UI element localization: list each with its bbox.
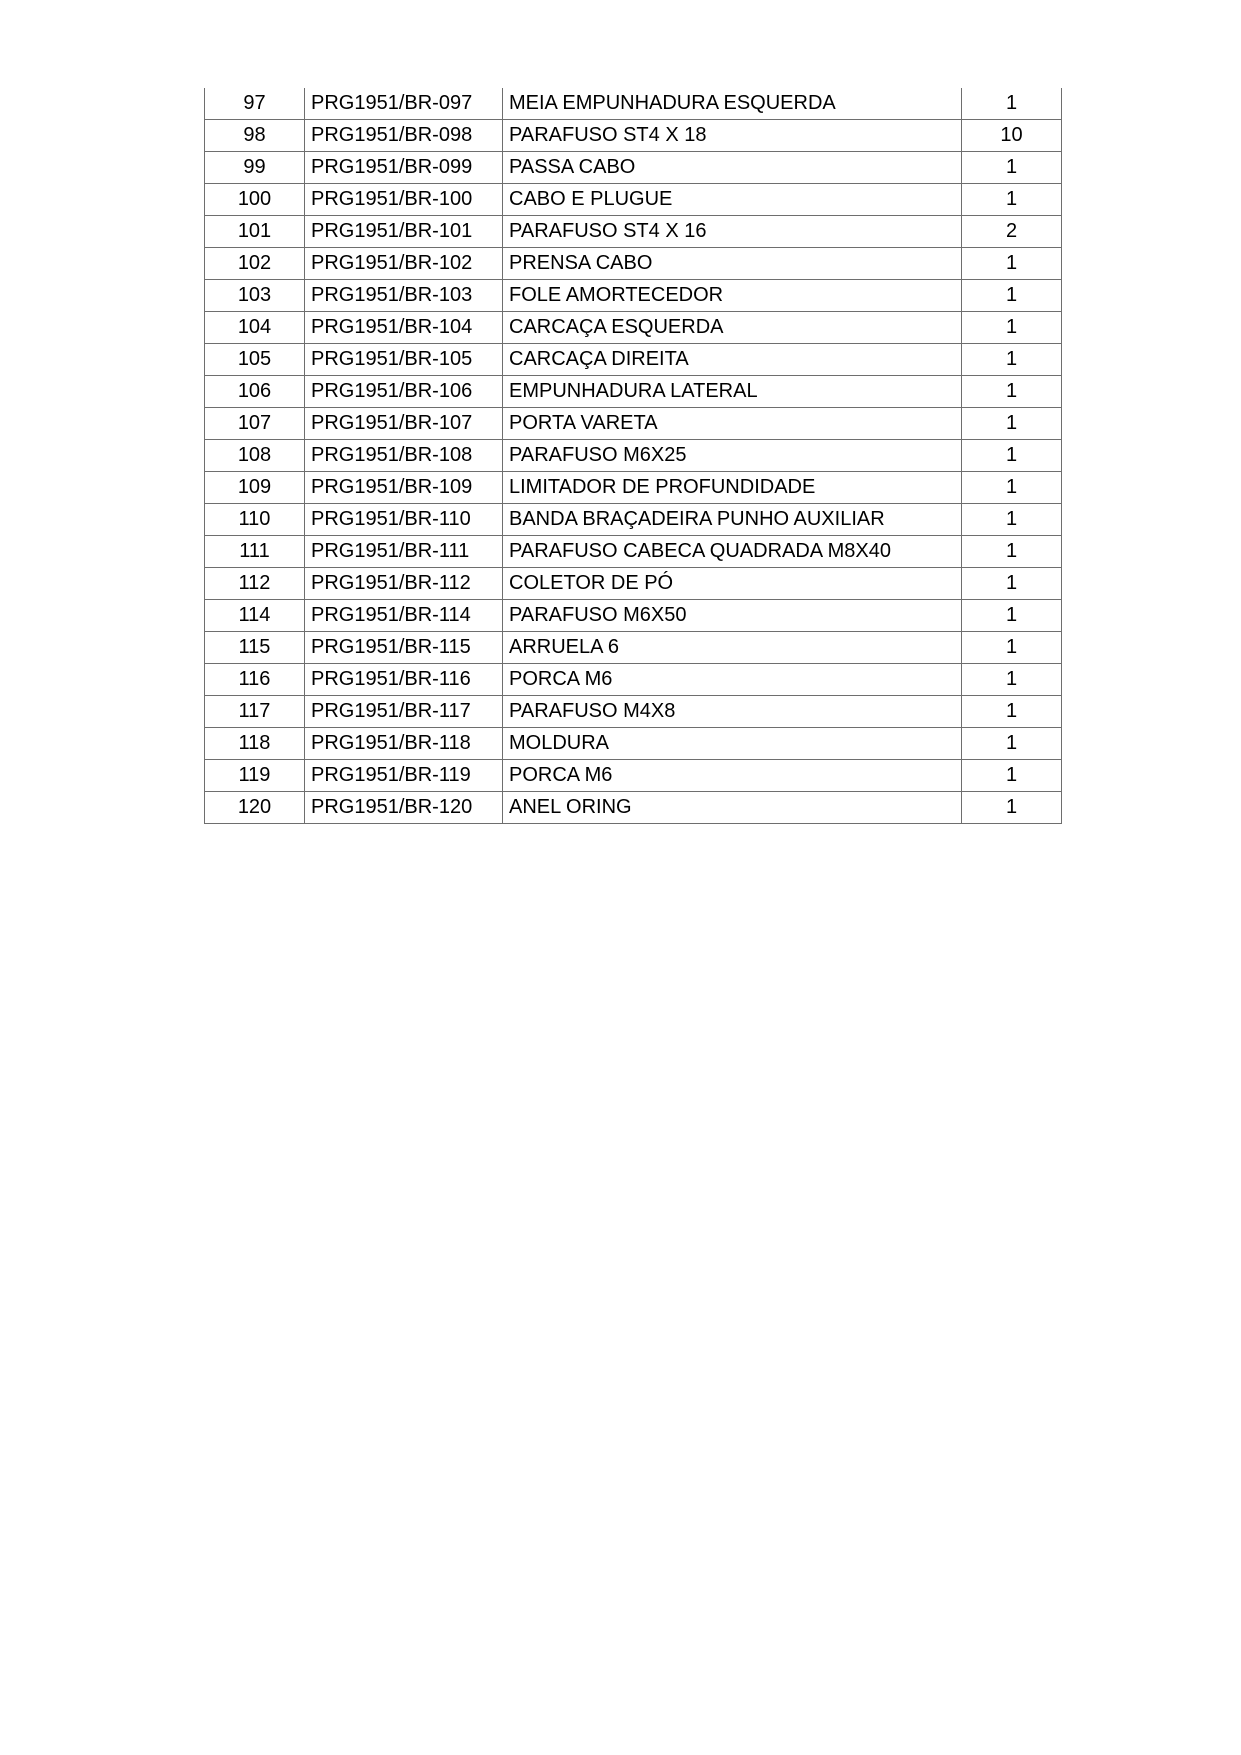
description-cell: CABO E PLUGUE <box>503 184 962 216</box>
description-cell: EMPUNHADURA LATERAL <box>503 376 962 408</box>
part-code-cell: PRG1951/BR-099 <box>305 152 503 184</box>
part-code-cell: PRG1951/BR-116 <box>305 664 503 696</box>
quantity-cell: 1 <box>962 376 1062 408</box>
table-row <box>205 152 1062 184</box>
part-code-cell: PRG1951/BR-115 <box>305 632 503 664</box>
item-number-cell: 105 <box>205 344 305 376</box>
quantity-cell: 1 <box>962 184 1062 216</box>
table-row <box>205 440 1062 472</box>
description-cell: ARRUELA 6 <box>503 632 962 664</box>
table-row <box>205 88 1062 120</box>
part-code-cell: PRG1951/BR-111 <box>305 536 503 568</box>
part-code-cell: PRG1951/BR-098 <box>305 120 503 152</box>
description-cell: PORCA M6 <box>503 664 962 696</box>
description-cell: ANEL ORING <box>503 792 962 824</box>
part-code-cell: PRG1951/BR-110 <box>305 504 503 536</box>
item-number-cell: 110 <box>205 504 305 536</box>
quantity-cell: 1 <box>962 728 1062 760</box>
item-number-cell: 106 <box>205 376 305 408</box>
description-cell: MOLDURA <box>503 728 962 760</box>
quantity-cell: 1 <box>962 792 1062 824</box>
item-number-cell: 100 <box>205 184 305 216</box>
part-code-cell: PRG1951/BR-104 <box>305 312 503 344</box>
part-code-cell: PRG1951/BR-109 <box>305 472 503 504</box>
item-number-cell: 120 <box>205 792 305 824</box>
description-cell: PARAFUSO M6X25 <box>503 440 962 472</box>
description-cell: PARAFUSO M6X50 <box>503 600 962 632</box>
item-number-cell: 108 <box>205 440 305 472</box>
quantity-cell: 1 <box>962 472 1062 504</box>
part-code-cell: PRG1951/BR-114 <box>305 600 503 632</box>
part-code-cell: PRG1951/BR-118 <box>305 728 503 760</box>
table-row <box>205 792 1062 824</box>
table-row <box>205 632 1062 664</box>
item-number-cell: 115 <box>205 632 305 664</box>
quantity-cell: 1 <box>962 88 1062 120</box>
item-number-cell: 99 <box>205 152 305 184</box>
description-cell: BANDA BRAÇADEIRA PUNHO AUXILIAR <box>503 504 962 536</box>
description-cell: MEIA EMPUNHADURA ESQUERDA <box>503 88 962 120</box>
description-cell: COLETOR DE PÓ <box>503 568 962 600</box>
part-code-cell: PRG1951/BR-101 <box>305 216 503 248</box>
part-code-cell: PRG1951/BR-106 <box>305 376 503 408</box>
description-cell: PASSA CABO <box>503 152 962 184</box>
table-row <box>205 760 1062 792</box>
parts-table-body <box>205 88 1062 824</box>
quantity-cell: 10 <box>962 120 1062 152</box>
part-code-cell: PRG1951/BR-103 <box>305 280 503 312</box>
table-row <box>205 728 1062 760</box>
item-number-cell: 116 <box>205 664 305 696</box>
quantity-cell: 1 <box>962 344 1062 376</box>
part-code-cell: PRG1951/BR-105 <box>305 344 503 376</box>
part-code-cell: PRG1951/BR-102 <box>305 248 503 280</box>
table-row <box>205 184 1062 216</box>
quantity-cell: 1 <box>962 536 1062 568</box>
description-cell: PARAFUSO CABECA QUADRADA M8X40 <box>503 536 962 568</box>
item-number-cell: 107 <box>205 408 305 440</box>
part-code-cell: PRG1951/BR-108 <box>305 440 503 472</box>
part-code-cell: PRG1951/BR-120 <box>305 792 503 824</box>
item-number-cell: 119 <box>205 760 305 792</box>
parts-table <box>204 88 1062 824</box>
description-cell: LIMITADOR DE PROFUNDIDADE <box>503 472 962 504</box>
item-number-cell: 109 <box>205 472 305 504</box>
quantity-cell: 1 <box>962 280 1062 312</box>
quantity-cell: 1 <box>962 312 1062 344</box>
table-row <box>205 280 1062 312</box>
quantity-cell: 1 <box>962 632 1062 664</box>
table-row <box>205 248 1062 280</box>
item-number-cell: 114 <box>205 600 305 632</box>
quantity-cell: 1 <box>962 664 1062 696</box>
part-code-cell: PRG1951/BR-100 <box>305 184 503 216</box>
description-cell: PARAFUSO ST4 X 16 <box>503 216 962 248</box>
item-number-cell: 104 <box>205 312 305 344</box>
item-number-cell: 111 <box>205 536 305 568</box>
description-cell: PARAFUSO M4X8 <box>503 696 962 728</box>
quantity-cell: 1 <box>962 696 1062 728</box>
part-code-cell: PRG1951/BR-097 <box>305 88 503 120</box>
quantity-cell: 1 <box>962 248 1062 280</box>
quantity-cell: 1 <box>962 408 1062 440</box>
table-row <box>205 664 1062 696</box>
table-row <box>205 600 1062 632</box>
description-cell: CARCAÇA DIREITA <box>503 344 962 376</box>
description-cell: PORCA M6 <box>503 760 962 792</box>
quantity-cell: 1 <box>962 152 1062 184</box>
table-row <box>205 344 1062 376</box>
table-row <box>205 568 1062 600</box>
description-cell: FOLE AMORTECEDOR <box>503 280 962 312</box>
description-cell: PRENSA CABO <box>503 248 962 280</box>
table-row <box>205 120 1062 152</box>
table-row <box>205 696 1062 728</box>
table-row <box>205 472 1062 504</box>
table-row <box>205 216 1062 248</box>
item-number-cell: 118 <box>205 728 305 760</box>
table-row <box>205 536 1062 568</box>
part-code-cell: PRG1951/BR-117 <box>305 696 503 728</box>
quantity-cell: 1 <box>962 760 1062 792</box>
table-row <box>205 504 1062 536</box>
description-cell: CARCAÇA ESQUERDA <box>503 312 962 344</box>
part-code-cell: PRG1951/BR-112 <box>305 568 503 600</box>
quantity-cell: 1 <box>962 568 1062 600</box>
table-row <box>205 312 1062 344</box>
description-cell: PORTA VARETA <box>503 408 962 440</box>
item-number-cell: 112 <box>205 568 305 600</box>
item-number-cell: 101 <box>205 216 305 248</box>
description-cell: PARAFUSO ST4 X 18 <box>503 120 962 152</box>
table-row <box>205 376 1062 408</box>
table-row <box>205 408 1062 440</box>
item-number-cell: 102 <box>205 248 305 280</box>
item-number-cell: 97 <box>205 88 305 120</box>
quantity-cell: 1 <box>962 440 1062 472</box>
quantity-cell: 2 <box>962 216 1062 248</box>
quantity-cell: 1 <box>962 600 1062 632</box>
part-code-cell: PRG1951/BR-107 <box>305 408 503 440</box>
part-code-cell: PRG1951/BR-119 <box>305 760 503 792</box>
quantity-cell: 1 <box>962 504 1062 536</box>
item-number-cell: 103 <box>205 280 305 312</box>
item-number-cell: 117 <box>205 696 305 728</box>
item-number-cell: 98 <box>205 120 305 152</box>
